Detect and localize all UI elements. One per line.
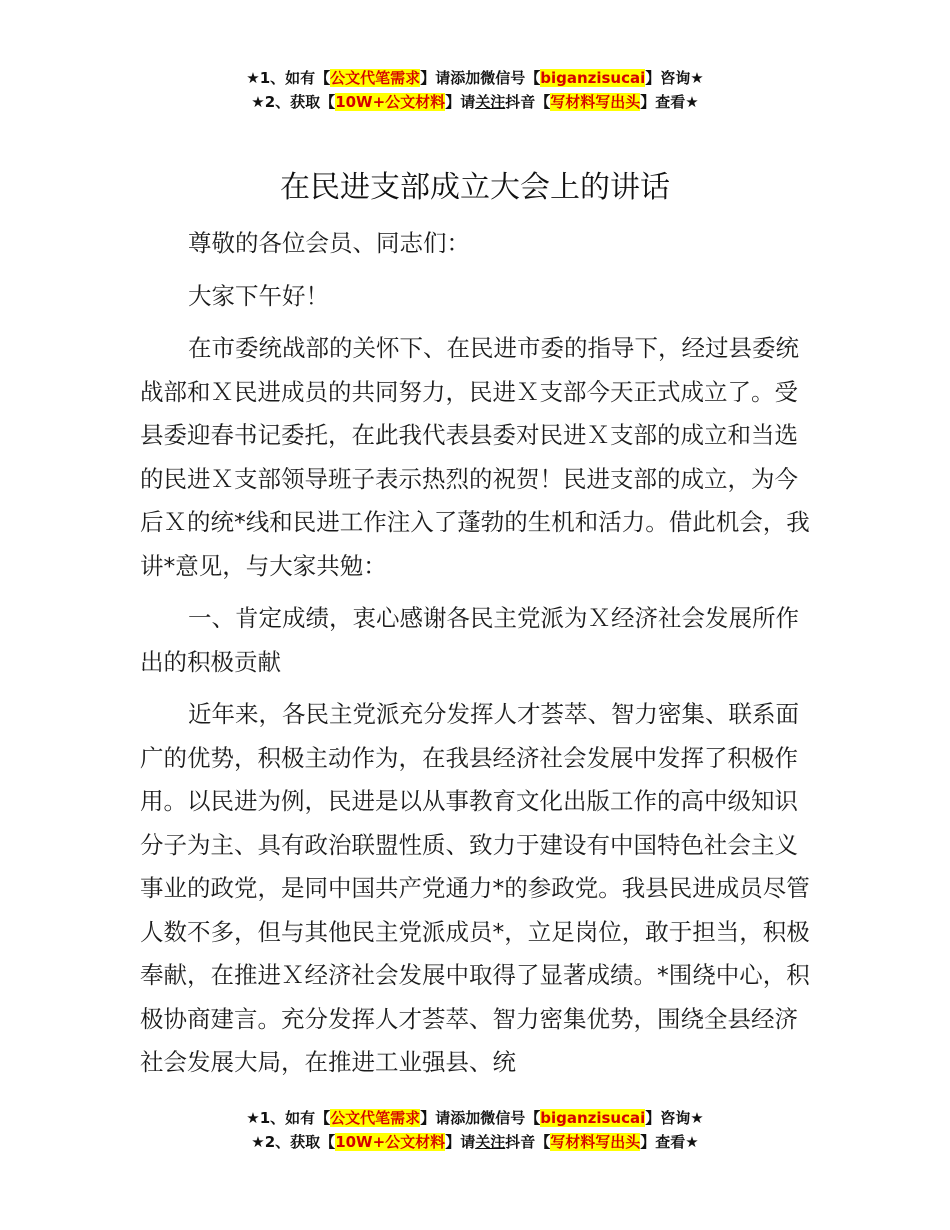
- section-heading: 一、肯定成绩，衷心感谢各民主党派为Ｘ经济社会发展所作出的积极贡献: [140, 604, 799, 676]
- document-title: 在民进支部成立大会上的讲话: [280, 170, 670, 205]
- greeting: 大家下午好！: [188, 281, 329, 310]
- footer-banner: [0, 1106, 950, 1154]
- body-paragraph: 在市委统战部的关怀下、在民进市委的指导下，经过县委统战部和Ｘ民进成员的共同努力，民进Ｘ支部今天正式成立了。受县委迎春书记委托，在此我代表县委对民进Ｘ支部的成立和当选的民进Ｘ支部领导班子表示热烈的祝贺！民进支部的成立，为今后Ｘ的统*线和民进工作注入了蓬勃的生机和活力。借此机会，我讲*意见，与大家共勉：: [140, 334, 810, 580]
- banner-text: 】请: [445, 1133, 476, 1151]
- banner-highlight: 写材料写出头: [550, 1133, 641, 1151]
- banner-underlined: 关注: [475, 93, 506, 111]
- banner-highlight: 公文代笔需求: [330, 1109, 421, 1127]
- banner-text: 】查看★: [640, 1133, 699, 1151]
- document-body: [140, 222, 820, 1094]
- banner-line-2: [0, 1130, 950, 1154]
- banner-line-1: [0, 66, 950, 90]
- banner-line-2: [0, 90, 950, 114]
- banner-highlight: 写材料写出头: [550, 93, 641, 111]
- banner-text: 】请: [445, 93, 476, 111]
- banner-text: ★2、获取【: [251, 93, 336, 111]
- banner-text: 抖音【: [505, 93, 551, 111]
- banner-wechat-id: biganzisucai: [540, 69, 646, 87]
- banner-text: 】请添加微信号【: [420, 69, 541, 87]
- banner-highlight: 10W+公文材料: [335, 93, 446, 111]
- banner-wechat-id: biganzisucai: [540, 1109, 646, 1127]
- banner-line-1: [0, 1106, 950, 1130]
- banner-text: 】查看★: [640, 93, 699, 111]
- banner-text: 】咨询★: [645, 69, 704, 87]
- banner-text: ★2、获取【: [251, 1133, 336, 1151]
- salutation: 尊敬的各位会员、同志们：: [188, 229, 470, 257]
- banner-text: ★1、如有【: [246, 69, 331, 87]
- banner-underlined: 关注: [475, 1133, 506, 1151]
- body-paragraph: 近年来，各民主党派充分发挥人才荟萃、智力密集、联系面广的优势，积极主动作为，在我县经济社会发展中发挥了积极作用。以民进为例，民进是以从事教育文化出版工作的高中级知识分子为主、具有政治联盟性质、致力于建设有中国特色社会主义事业的政党，是同中国共产党通力*的参政党。我县民进成员尽管人数不多，但与其他民主党派成员*，立足岗位，敢于担当，积极奉献，在推进Ｘ经济社会发展中取得了显著成绩。*围绕中心，积极协商建言。充分发挥人才荟萃、智力密集优势，围绕全县经济社会发展大局，在推进工业强县、统: [140, 700, 810, 1076]
- banner-text: ★1、如有【: [246, 1109, 331, 1127]
- banner-text: 】咨询★: [645, 1109, 704, 1127]
- banner-text: 抖音【: [505, 1133, 551, 1151]
- banner-highlight: 10W+公文材料: [335, 1133, 446, 1151]
- header-banner: [0, 66, 950, 114]
- banner-text: 】请添加微信号【: [420, 1109, 541, 1127]
- banner-highlight: 公文代笔需求: [330, 69, 421, 87]
